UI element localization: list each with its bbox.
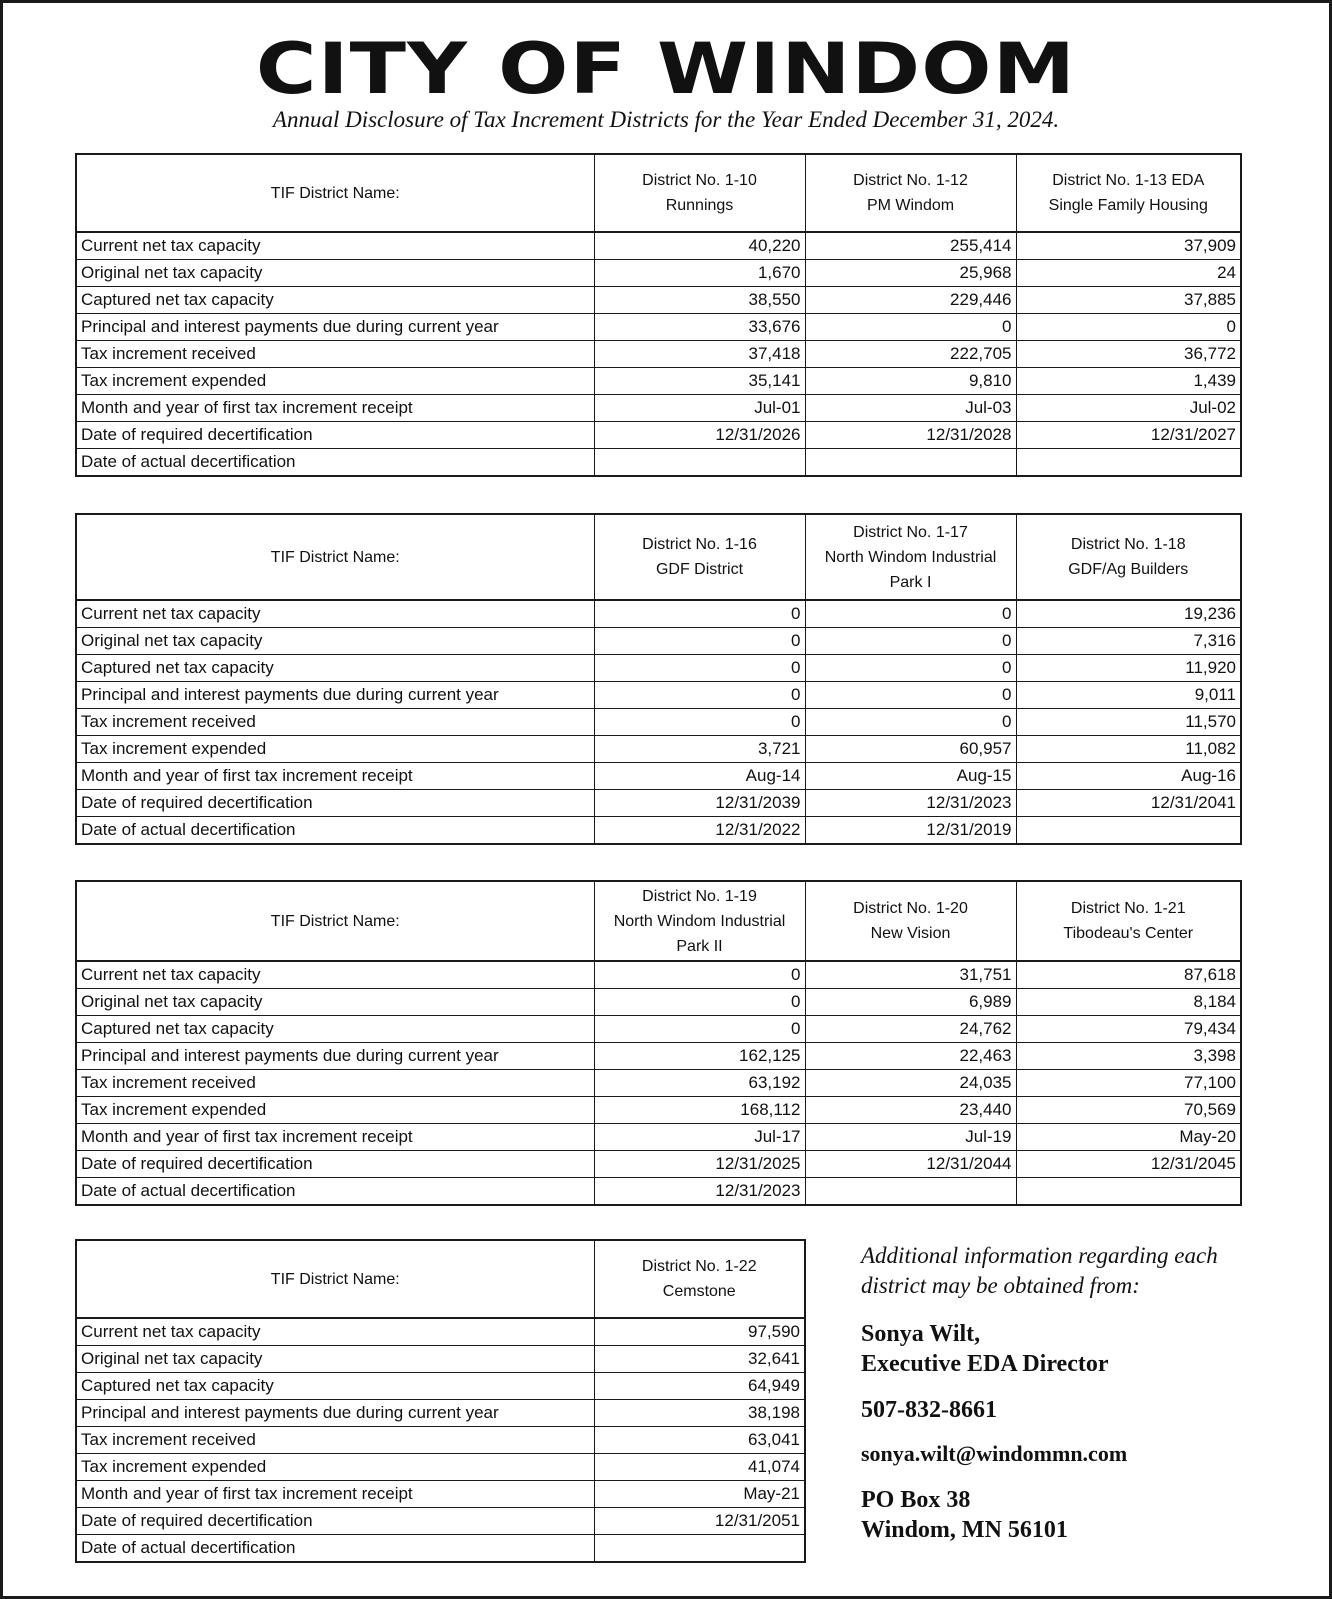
district-number: District No. 1-13 EDA xyxy=(1052,172,1205,189)
table-row xyxy=(76,368,1241,395)
value-cell: 37,885 xyxy=(1016,287,1241,314)
district-name: GDF District xyxy=(655,561,744,578)
value-cell: 12/31/2023 xyxy=(805,790,1016,817)
district-number: District No. 1-17 xyxy=(853,523,968,541)
value-cell: 12/31/2045 xyxy=(1016,1151,1241,1178)
value-cell: 12/31/2041 xyxy=(1016,790,1241,817)
value-cell: Jul-01 xyxy=(594,395,805,422)
row-label: Captured net tax capacity xyxy=(76,1016,594,1043)
table-row xyxy=(76,682,1241,709)
value-cell: 0 xyxy=(594,655,805,682)
table-row xyxy=(76,314,1241,341)
value-cell: 9,810 xyxy=(805,368,1016,395)
tif-table-3 xyxy=(75,880,1242,1206)
value-cell: 0 xyxy=(805,709,1016,736)
district-header xyxy=(594,514,805,600)
table-row xyxy=(76,260,1241,287)
value-cell: 12/31/2044 xyxy=(805,1151,1016,1178)
table-row xyxy=(76,763,1241,790)
row-label: Date of actual decertification xyxy=(76,817,594,845)
table-row xyxy=(76,1481,805,1508)
row-label: Current net tax capacity xyxy=(76,1318,594,1346)
value-cell: 23,440 xyxy=(805,1097,1016,1124)
district-name: North Windom Industrial Park II xyxy=(613,912,786,955)
table-row xyxy=(76,1508,805,1535)
value-cell: 22,463 xyxy=(805,1043,1016,1070)
value-cell: 222,705 xyxy=(805,341,1016,368)
row-label: Current net tax capacity xyxy=(76,961,594,989)
tif-district-name-label: TIF District Name: xyxy=(76,881,594,961)
district-name: Single Family Housing xyxy=(1048,197,1208,214)
tif-table-1 xyxy=(75,153,1242,477)
value-cell: 12/31/2025 xyxy=(594,1151,805,1178)
value-cell: 0 xyxy=(594,961,805,989)
row-label: Tax increment expended xyxy=(76,1454,594,1481)
table-row xyxy=(76,1373,805,1400)
value-cell xyxy=(1016,1178,1241,1206)
value-cell: 79,434 xyxy=(1016,1016,1241,1043)
value-cell: 37,418 xyxy=(594,341,805,368)
district-name: North Windom Industrial Park I xyxy=(824,548,997,591)
table-row xyxy=(76,790,1241,817)
row-label: Date of required decertification xyxy=(76,790,594,817)
table-row xyxy=(76,1178,1241,1206)
value-cell: 0 xyxy=(594,1016,805,1043)
table-row xyxy=(76,961,1241,989)
value-cell: 41,074 xyxy=(594,1454,805,1481)
contact-phone: 507-832-8661 xyxy=(861,1397,997,1423)
value-cell: 7,316 xyxy=(1016,628,1241,655)
row-label: Date of actual decertification xyxy=(76,1178,594,1206)
value-cell xyxy=(1016,817,1241,845)
value-cell: 6,989 xyxy=(805,989,1016,1016)
value-cell: Jul-17 xyxy=(594,1124,805,1151)
value-cell: 255,414 xyxy=(805,232,1016,260)
row-label: Captured net tax capacity xyxy=(76,287,594,314)
value-cell: 8,184 xyxy=(1016,989,1241,1016)
district-header xyxy=(805,514,1016,600)
table-row xyxy=(76,1454,805,1481)
value-cell: Aug-15 xyxy=(805,763,1016,790)
district-number: District No. 1-21 xyxy=(1070,900,1186,917)
district-number: District No. 1-10 xyxy=(642,172,757,189)
value-cell: 12/31/2039 xyxy=(594,790,805,817)
value-cell: 0 xyxy=(594,682,805,709)
row-label: Date of actual decertification xyxy=(76,449,594,477)
table-row xyxy=(76,1043,1241,1070)
tif-district-name-label: TIF District Name: xyxy=(76,1240,594,1318)
value-cell: 63,192 xyxy=(594,1070,805,1097)
contact-role: Executive EDA Director xyxy=(861,1351,1109,1377)
value-cell: 229,446 xyxy=(805,287,1016,314)
value-cell: 0 xyxy=(805,314,1016,341)
value-cell: 0 xyxy=(805,682,1016,709)
value-cell: 0 xyxy=(805,600,1016,628)
district-name: PM Windom xyxy=(866,197,955,214)
value-cell: 12/31/2023 xyxy=(594,1178,805,1206)
district-number: District No. 1-22 xyxy=(641,1258,757,1275)
district-number: District No. 1-18 xyxy=(1070,536,1186,553)
value-cell: 0 xyxy=(594,989,805,1016)
row-label: Date of required decertification xyxy=(76,1508,594,1535)
tif-table-4 xyxy=(75,1239,806,1563)
row-label: Month and year of first tax increment receipt xyxy=(76,763,594,790)
value-cell: 31,751 xyxy=(805,961,1016,989)
row-label: Original net tax capacity xyxy=(76,1346,594,1373)
district-name: Runnings xyxy=(665,197,734,214)
district-header xyxy=(594,1240,805,1318)
value-cell: 1,670 xyxy=(594,260,805,287)
table-row xyxy=(76,341,1241,368)
value-cell: 0 xyxy=(594,600,805,628)
value-cell: 1,439 xyxy=(1016,368,1241,395)
table-row xyxy=(76,395,1241,422)
value-cell: Jul-03 xyxy=(805,395,1016,422)
value-cell: 36,772 xyxy=(1016,341,1241,368)
table-row xyxy=(76,628,1241,655)
row-label: Tax increment expended xyxy=(76,368,594,395)
value-cell: 12/31/2022 xyxy=(594,817,805,845)
contact-email: sonya.wilt@windommn.com xyxy=(861,1441,1128,1466)
row-label: Principal and interest payments due during current year xyxy=(76,1043,594,1070)
value-cell xyxy=(1016,449,1241,477)
value-cell: 40,220 xyxy=(594,232,805,260)
table-row xyxy=(76,232,1241,260)
row-label: Month and year of first tax increment receipt xyxy=(76,1124,594,1151)
table-row xyxy=(76,422,1241,449)
value-cell: 24,035 xyxy=(805,1070,1016,1097)
value-cell xyxy=(805,1178,1016,1206)
table-row xyxy=(76,449,1241,477)
table-row xyxy=(76,1318,805,1346)
value-cell: 0 xyxy=(594,709,805,736)
district-number: District No. 1-20 xyxy=(853,900,968,917)
contact-address-line2: Windom, MN 56101 xyxy=(861,1517,1068,1543)
value-cell: 3,721 xyxy=(594,736,805,763)
value-cell: 12/31/2028 xyxy=(805,422,1016,449)
value-cell: 12/31/2019 xyxy=(805,817,1016,845)
row-label: Date of required decertification xyxy=(76,422,594,449)
value-cell: May-21 xyxy=(594,1481,805,1508)
value-cell: 19,236 xyxy=(1016,600,1241,628)
table-row xyxy=(76,1016,1241,1043)
contact-name: Sonya Wilt, xyxy=(861,1321,981,1347)
district-header xyxy=(594,154,805,232)
row-label: Tax increment received xyxy=(76,341,594,368)
value-cell: 12/31/2051 xyxy=(594,1508,805,1535)
row-label: Date of actual decertification xyxy=(76,1535,594,1563)
tif-district-name-label: TIF District Name: xyxy=(76,154,594,232)
value-cell: 33,676 xyxy=(594,314,805,341)
district-name: GDF/Ag Builders xyxy=(1068,561,1189,578)
value-cell: 0 xyxy=(594,628,805,655)
value-cell: 63,041 xyxy=(594,1427,805,1454)
page-title: CITY OF WINDOM xyxy=(255,28,1077,110)
district-name: Tibodeau's Center xyxy=(1063,925,1194,942)
value-cell: 25,968 xyxy=(805,260,1016,287)
page-subtitle: Annual Disclosure of Tax Increment Districts for the Year Ended December 31, 2024. xyxy=(272,107,1060,132)
value-cell: 77,100 xyxy=(1016,1070,1241,1097)
value-cell: 38,550 xyxy=(594,287,805,314)
value-cell xyxy=(594,1535,805,1563)
value-cell: 11,570 xyxy=(1016,709,1241,736)
district-header xyxy=(805,154,1016,232)
tif-district-name-label: TIF District Name: xyxy=(76,514,594,600)
district-header xyxy=(805,881,1016,961)
district-header xyxy=(1016,154,1241,232)
row-label: Current net tax capacity xyxy=(76,232,594,260)
table-row xyxy=(76,1427,805,1454)
value-cell xyxy=(594,449,805,477)
table-row xyxy=(76,1097,1241,1124)
table-row xyxy=(76,287,1241,314)
table-row xyxy=(76,1070,1241,1097)
row-label: Original net tax capacity xyxy=(76,989,594,1016)
row-label: Principal and interest payments due during current year xyxy=(76,314,594,341)
row-label: Captured net tax capacity xyxy=(76,655,594,682)
district-number: District No. 1-19 xyxy=(642,887,757,905)
row-label: Tax increment received xyxy=(76,1427,594,1454)
table-row xyxy=(76,1400,805,1427)
district-header xyxy=(1016,881,1241,961)
value-cell: 24,762 xyxy=(805,1016,1016,1043)
value-cell: 11,920 xyxy=(1016,655,1241,682)
row-label: Month and year of first tax increment receipt xyxy=(76,1481,594,1508)
district-name: New Vision xyxy=(870,925,951,942)
value-cell: 12/31/2027 xyxy=(1016,422,1241,449)
table-row xyxy=(76,655,1241,682)
row-label: Tax increment received xyxy=(76,709,594,736)
row-label: Principal and interest payments due during current year xyxy=(76,1400,594,1427)
row-label: Captured net tax capacity xyxy=(76,1373,594,1400)
value-cell: 12/31/2026 xyxy=(594,422,805,449)
value-cell: 11,082 xyxy=(1016,736,1241,763)
value-cell: 37,909 xyxy=(1016,232,1241,260)
district-header xyxy=(594,881,805,961)
row-label: Current net tax capacity xyxy=(76,600,594,628)
value-cell: 64,949 xyxy=(594,1373,805,1400)
value-cell: 9,011 xyxy=(1016,682,1241,709)
district-name: Cemstone xyxy=(662,1283,736,1300)
contact-intro: Additional information regarding each district may be obtained from: xyxy=(861,1243,1218,1298)
value-cell: 0 xyxy=(1016,314,1241,341)
table-row xyxy=(76,1535,805,1563)
table-row xyxy=(76,736,1241,763)
value-cell: Jul-02 xyxy=(1016,395,1241,422)
table-row xyxy=(76,817,1241,845)
row-label: Month and year of first tax increment receipt xyxy=(76,395,594,422)
value-cell: 35,141 xyxy=(594,368,805,395)
table-row xyxy=(76,709,1241,736)
row-label: Original net tax capacity xyxy=(76,628,594,655)
value-cell: 0 xyxy=(805,655,1016,682)
value-cell: 0 xyxy=(805,628,1016,655)
value-cell: 24 xyxy=(1016,260,1241,287)
contact-block xyxy=(861,1241,1281,1545)
row-label: Tax increment expended xyxy=(76,736,594,763)
row-label: Date of required decertification xyxy=(76,1151,594,1178)
value-cell: Aug-16 xyxy=(1016,763,1241,790)
table-row xyxy=(76,1151,1241,1178)
value-cell: 32,641 xyxy=(594,1346,805,1373)
table-row xyxy=(76,1346,805,1373)
value-cell: Aug-14 xyxy=(594,763,805,790)
row-label: Tax increment received xyxy=(76,1070,594,1097)
value-cell: 60,957 xyxy=(805,736,1016,763)
value-cell xyxy=(805,449,1016,477)
row-label: Tax increment expended xyxy=(76,1097,594,1124)
value-cell: 38,198 xyxy=(594,1400,805,1427)
district-number: District No. 1-12 xyxy=(853,172,968,189)
row-label: Original net tax capacity xyxy=(76,260,594,287)
table-row xyxy=(76,1124,1241,1151)
value-cell: 3,398 xyxy=(1016,1043,1241,1070)
contact-address-line1: PO Box 38 xyxy=(861,1487,971,1513)
tif-table-2 xyxy=(75,513,1242,845)
value-cell: 87,618 xyxy=(1016,961,1241,989)
table-row xyxy=(76,989,1241,1016)
value-cell: 70,569 xyxy=(1016,1097,1241,1124)
district-number: District No. 1-16 xyxy=(642,536,757,553)
row-label: Principal and interest payments due during current year xyxy=(76,682,594,709)
value-cell: May-20 xyxy=(1016,1124,1241,1151)
district-header xyxy=(1016,514,1241,600)
value-cell: 168,112 xyxy=(594,1097,805,1124)
table-row xyxy=(76,600,1241,628)
value-cell: Jul-19 xyxy=(805,1124,1016,1151)
value-cell: 97,590 xyxy=(594,1318,805,1346)
value-cell: 162,125 xyxy=(594,1043,805,1070)
